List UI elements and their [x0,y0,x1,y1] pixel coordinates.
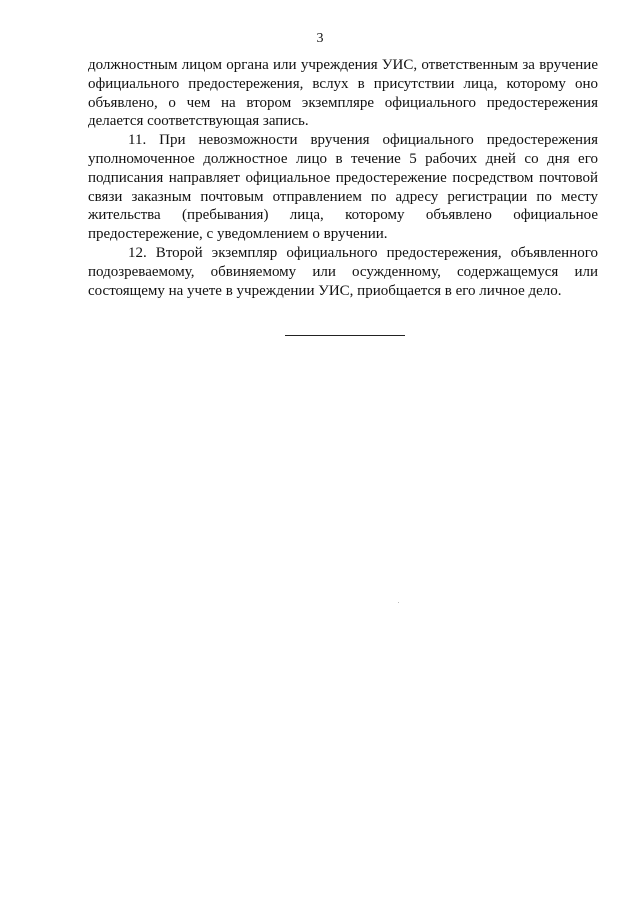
scan-speck [398,602,399,603]
end-of-document-rule [285,335,405,336]
paragraph-11: 11. При невозможности вручения официального предостережения уполномоченное должностное лицо в течение 5 рабочих дней со дня его подписания направляет официальное предостережение посредством почтовой связи заказным почтовым отправлением по адресу регистрации по месту жительства (пребывания) лица, которому объявлено официальное предостережение, с уведомлением о вручении. [88,132,598,243]
document-body [88,56,598,300]
paragraph-12: 12. Второй экземпляр официального предостережения, объявленного подозреваемому, обвиняемому или осужденному, содержащемуся или состоящему на учете в учреждении УИС, приобщается в его личное дело. [88,244,598,299]
page-number: 3 [316,31,324,46]
paragraph-continuation: должностным лицом органа или учреждения УИС, ответственным за вручение официального предостережения, вслух в присутствии лица, которому оно объявлено, о чем на втором экземпляре официального предостережения делается соответствующая запись. [88,57,598,130]
